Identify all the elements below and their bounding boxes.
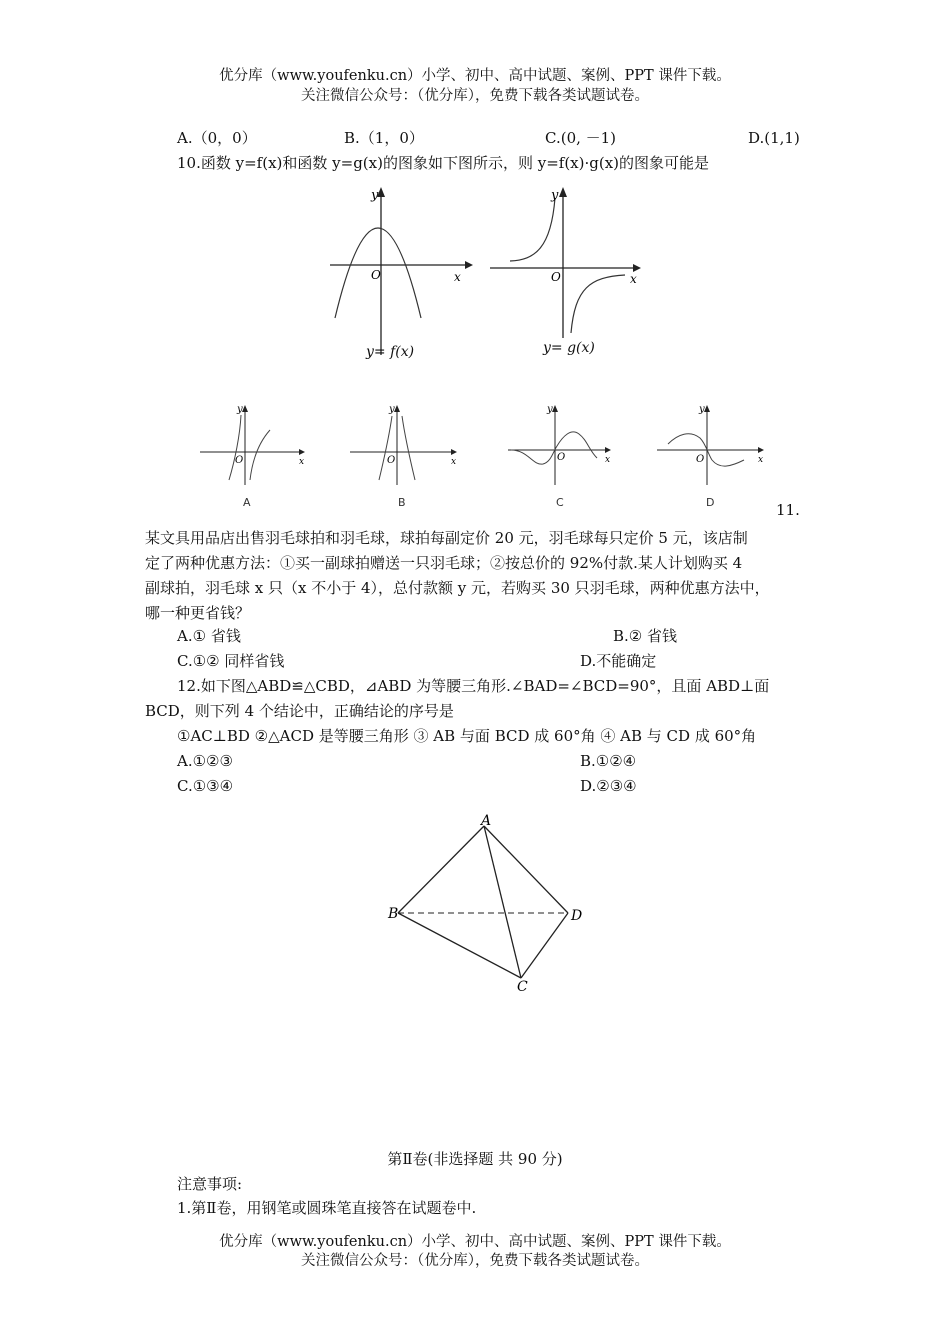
q11-stem-line-1: 某文具用品店出售羽毛球拍和羽毛球，球拍每副定价 20 元，羽毛球每只定价 5 元，该店制 [145,529,748,547]
tetrahedron-figure [380,808,590,998]
graph-g-caption: y= g(x) [543,340,595,356]
part2-note-1: 1.第Ⅱ卷，用钢笔或圆珠笔直接答在试题卷中. [177,1199,477,1217]
choice-d-origin: O [696,454,705,465]
choice-d-y: y [699,404,705,415]
graph-g-y-label: y [551,188,559,203]
choice-c-y: y [547,404,553,415]
choice-d-x: x [758,455,764,465]
vertex-d: D [571,908,583,924]
footer-line-1: 优分库（www.youfenku.cn）小学、初中、高中试题、案例、PPT 课件下载。 [219,1234,731,1250]
q11-option-c: C.①② 同样省钱 [177,652,285,670]
graph-f-caption: y= f(x) [366,344,415,360]
graph-f-y-label: y [371,188,379,203]
q11-option-b: B.② 省钱 [613,627,678,645]
choice-graph-a [195,400,315,515]
part2-title: 第Ⅱ卷(非选择题 共 90 分) [387,1150,563,1168]
vertex-a: A [481,813,492,829]
q12-option-d: D.②③④ [580,777,637,795]
choice-graph-c [503,400,623,515]
header-line-1: 优分库（www.youfenku.cn）小学、初中、高中试题、案例、PPT 课件下载。 [219,68,731,84]
q11-stem-line-3: 副球拍，羽毛球 x 只（x 不小于 4），总付款额 y 元，若购买 30 只羽毛球，两种优惠方法中， [145,579,770,597]
graph-f [325,183,475,363]
q12-option-a: A.①②③ [177,752,233,770]
q10-stem: 10.函数 y=f(x)和函数 y=g(x)的图象如下图所示，则 y=f(x)·g(x)的图象可能是 [177,154,710,172]
part2-notes-title: 注意事项: [177,1175,243,1193]
q11-option-d: D.不能确定 [580,652,657,670]
q9-option-b: B.（1，0） [344,129,424,147]
choice-b-origin: O [387,455,396,466]
choice-a-origin: O [235,455,244,466]
q9-option-d: D.(1,1) [748,129,800,147]
choice-c-origin: O [557,452,566,463]
q11-option-a: A.① 省钱 [177,627,241,645]
q12-stem-line-2: BCD，则下列 4 个结论中，正确结论的序号是 [145,702,454,720]
q12-statements: ①AC⊥BD ②△ACD 是等腰三角形 ③ AB 与面 BCD 成 60°角 ④ AB 与 CD 成 60°角 [177,727,757,745]
footer-line-2: 关注微信公众号：（优分库），免费下载各类试题试卷。 [301,1253,649,1269]
vertex-c: C [517,979,528,995]
graph-g-origin: O [551,270,561,284]
choice-a-label: A [243,496,251,509]
choice-c-label: C [556,496,564,509]
choice-c-x: x [605,455,611,465]
q12-option-c: C.①③④ [177,777,234,795]
q9-option-a: A.（0，0） [177,129,257,147]
choice-b-x: x [451,457,457,467]
graph-g [485,183,645,343]
q11-stem-line-4: 哪一种更省钱？ [145,604,251,622]
choice-graph-b [345,400,465,515]
q9-option-c: C.(0, －1) [545,129,617,147]
q12-option-b: B.①②④ [580,752,637,770]
choice-a-y: y [237,404,243,415]
vertex-b: B [388,906,399,922]
graph-f-origin: O [371,268,381,282]
choice-a-x: x [299,457,305,467]
header-line-2: 关注微信公众号：（优分库），免费下载各类试题试卷。 [301,88,649,104]
q11-number: 11. [776,501,800,519]
q11-stem-line-2: 定了两种优惠方法：①买一副球拍赠送一只羽毛球；②按总价的 92%付款.某人计划购买 4 [145,554,743,572]
graph-g-x-label: x [630,272,637,286]
choice-d-label: D [706,496,715,509]
choice-b-label: B [398,496,406,509]
graph-f-x-label: x [454,270,461,284]
choice-b-y: y [389,404,395,415]
choice-graph-d [652,400,772,515]
q12-stem-line-1: 12.如下图△ABD≌△CBD，⊿ABD 为等腰三角形.∠BAD=∠BCD=90°，且面 ABD⊥面 [177,677,770,695]
